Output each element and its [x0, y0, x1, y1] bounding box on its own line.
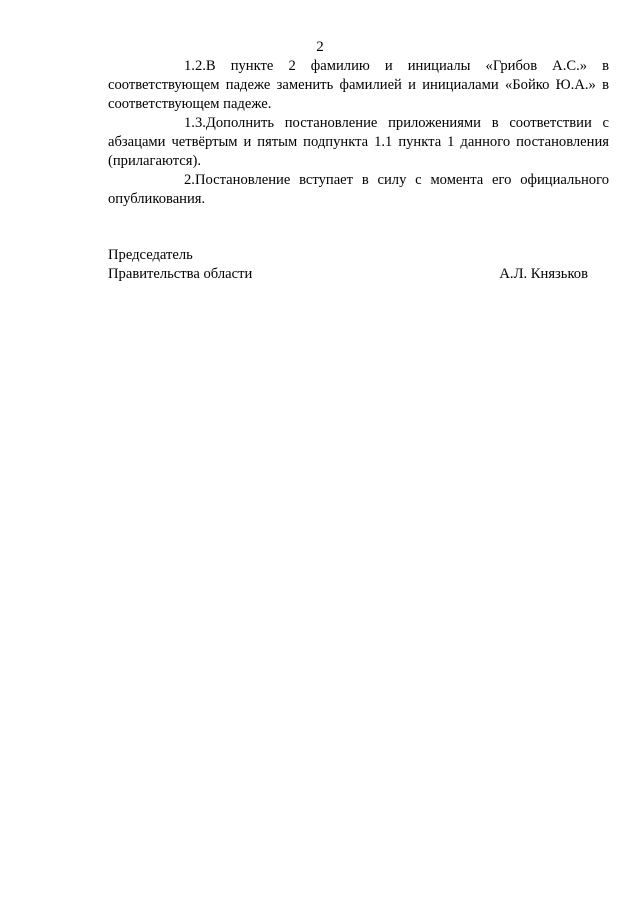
- paragraph-text: В пункте 2 фамилию и инициалы «Грибов А.С.» в соответствующем падеже заменить фамилией и инициалами «Бойко Ю.А.» в соответствующем падеже.: [108, 58, 609, 112]
- paragraph-1-3: [108, 114, 609, 171]
- signature-title-line2: Правительства области: [108, 266, 253, 282]
- paragraph-2: [108, 171, 609, 209]
- paragraph-text: Постановление вступает в силу с момента его официального опубликования.: [108, 172, 609, 207]
- signatory-name: А.Л. Князьков: [499, 266, 588, 282]
- paragraph-1-2: [108, 57, 609, 114]
- page-number: 2: [316, 39, 324, 55]
- paragraph-number: 1.2.: [184, 58, 206, 74]
- signature-title-line1: Председатель: [108, 247, 193, 263]
- document-body: [108, 57, 609, 209]
- paragraph-number: 2.: [184, 172, 195, 188]
- signature-row: [108, 265, 588, 284]
- signature-block: [108, 246, 588, 284]
- paragraph-number: 1.3.: [184, 115, 206, 131]
- paragraph-text: Дополнить постановление приложениями в соответствии с абзацами четвёртым и пятым подпункта 1.1 пункта 1 данного постановления (прилагаются).: [108, 115, 609, 169]
